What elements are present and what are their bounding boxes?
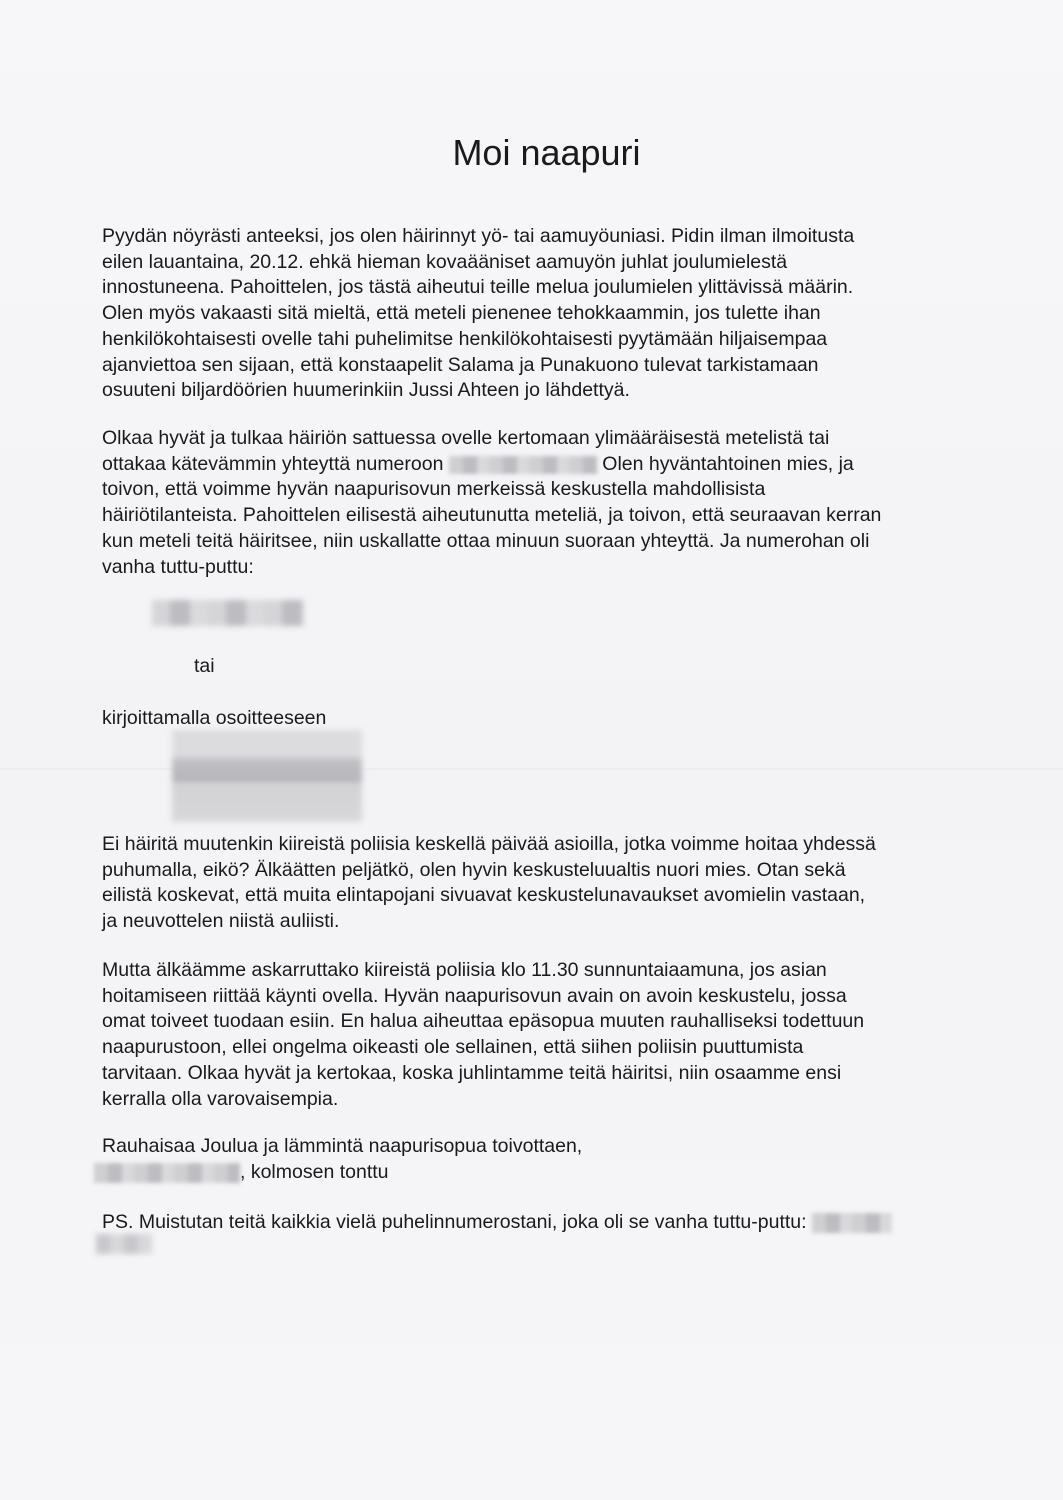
text-fragment: , kolmosen tonttu [240,1160,389,1183]
text-line: Olen myös vakaasti sitä mieltä, että meteli pienenee tehokkaammin, jos tulette ihan [102,302,821,325]
text-line: Olkaa hyvät ja tulkaa häiriön sattuessa ovelle kertomaan ylimääräisestä metelistä tai [102,427,830,449]
text-line: Pyydän nöyrästi anteeksi, jos olen häirinnyt yö- tai aamuyöuniasi. Pidin ilman ilmoitusta [102,225,855,247]
text-line: vanha tuttu-puttu: [102,555,254,578]
redacted-phone-number [449,456,597,474]
paragraph-contact-request [102,426,1002,580]
text-line: ja neuvottelen niistä auliisti. [102,910,340,933]
letter-title: Moi naapuri [452,132,641,173]
text-line: kun meteli teitä häiritsee, niin uskallatte ottaa minuun suoraan yhteyttä. Ja numerohan oli [102,529,870,552]
text-line: toivon, että voimme hyvän naapurisovun merkeissä keskustella mahdollisista [102,478,766,501]
text-line: tarvitaan. Olkaa hyvät ja kertokaa, koska juhlintamme teitä häiritsi, niin osaamme ensi [102,1061,842,1084]
text-line: Mutta älkäämme askarruttako kiireistä poliisia klo 11.30 sunnuntaiaamuna, jos asian [102,959,827,981]
text-line: Rauhaisaa Joulua ja lämmintä naapurisopua toivottaen, [102,1135,583,1157]
address-label [102,706,1002,732]
redacted-address [172,730,362,822]
signature-line [94,1160,1002,1186]
text-line: Ei häiritä muutenkin kiireistä poliisia keskellä päivää asioilla, jotka voimme hoitaa yhdessä [102,833,876,855]
text-line: henkilökohtaisesti ovelle tahi puhelimitse henkilökohtaisesti pyytämään hiljaisempaa [102,327,828,350]
redacted-name [94,1163,240,1183]
fold-crease [0,768,1063,770]
text-line: eilistä koskevat, että muita elintapojani sivuavat keskustelunavaukset avomielin vastaan, [102,884,866,907]
text-line: puhumalla, eikö? Älkäätten peljätkö, olen hyvin keskusteluualtis nuori mies. Otan sekä [102,858,846,881]
text-line: naapurustoon, ellei ongelma oikeasti ole sellainen, että siihen poliisin puuttumista [102,1036,804,1059]
text-line: hoitamiseen riittää käynti ovella. Hyvän naapurisovun avain on avoin keskustelu, jossa [102,984,847,1007]
text-line: kirjoittamalla osoitteeseen [102,707,327,729]
postscript [102,1210,1022,1236]
paragraph-apology [102,224,1002,404]
redacted-phone-number-continued [96,1234,152,1254]
text-line: omat toiveet tuodaan esiin. En halua aiheuttaa epäsopua muuten rauhalliseksi todettuun [102,1010,865,1033]
text-line: kerralla olla varovaisempia. [102,1087,339,1110]
or-label [194,654,294,680]
text-line: tai [194,655,215,677]
text-line [102,1210,1022,1236]
text-line: ajanviettoa sen sijaan, että konstaapelit Salama ja Punakuono tulevat tarkistamaan [102,353,819,376]
text-line: häiriötilanteista. Pahoittelen eilisestä aiheutunutta meteliä, ja toivon, että seuraavan kerran [102,504,882,527]
paragraph-police [102,832,1002,935]
text-line: osuuteni biljardöörien huumerinkiin Jussi Ahteen jo lähdettyä. [102,379,630,402]
redacted-phone-number [152,600,304,626]
paragraph-conversation [102,958,1002,1112]
redacted-phone-number [812,1213,892,1233]
text-fragment: Olen hyväntahtoinen mies, ja [602,452,854,475]
closing [102,1134,1002,1185]
text-line: innostuneena. Pahoittelen, jos tästä aiheutui teille melua joulumielen ylittävissä määrin. [102,276,854,299]
text-fragment: PS. Muistutan teitä kaikkia vielä puhelinnumerostani, joka oli se vanha tuttu-puttu: [102,1211,807,1233]
text-line: eilen lauantaina, 20.12. ehkä hieman kovaääniset aamuyön juhlat joulumielestä [102,250,788,273]
text-line [102,452,1002,478]
text-fragment: ottakaa kätevämmin yhteyttä numeroon [102,452,444,475]
